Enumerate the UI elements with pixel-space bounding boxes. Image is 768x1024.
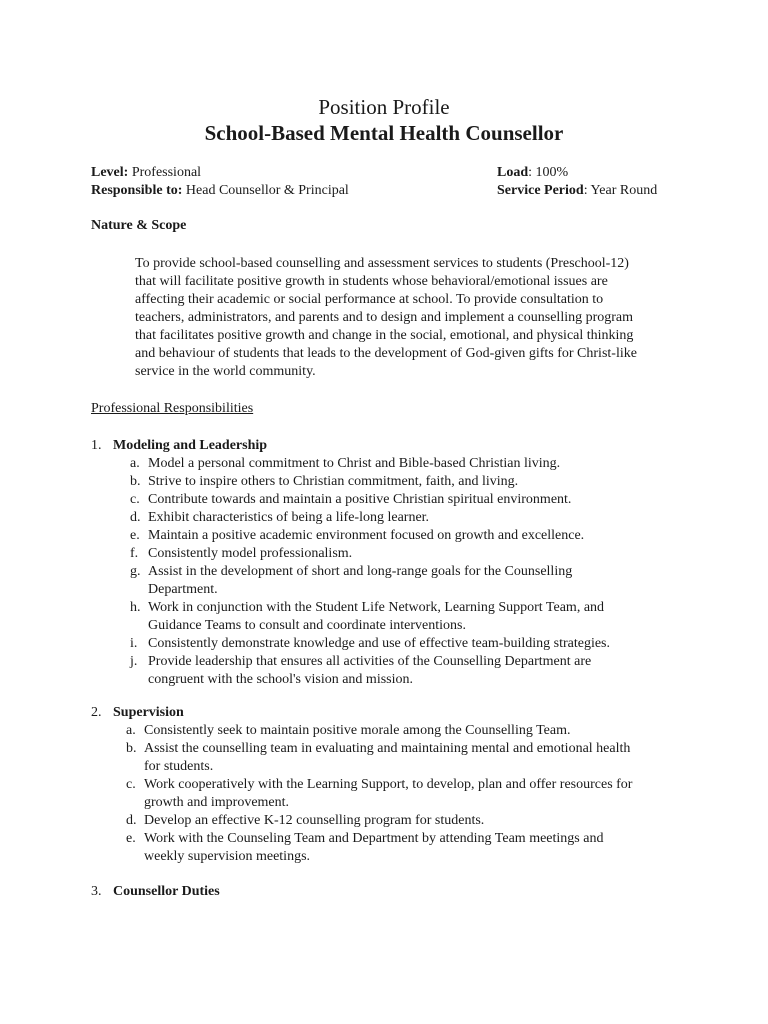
level-value: Professional <box>128 165 202 180</box>
load-row <box>497 164 568 182</box>
item-letter: j. <box>130 654 138 669</box>
paragraph-line: To provide school-based counselling and assessment services to students (Preschool-12) <box>135 256 629 271</box>
paragraph-line: that will facilitate positive growth in students whose behavioral/emotional issues are <box>135 274 608 289</box>
item-line: Strive to inspire others to Christian commitment, faith, and living. <box>148 474 519 489</box>
item-line: Contribute towards and maintain a positive Christian spiritual environment. <box>148 492 572 507</box>
list-item <box>130 599 610 635</box>
item-letter: b. <box>130 474 141 489</box>
item-line: Consistently seek to maintain positive morale among the Counselling Team. <box>144 723 571 738</box>
service-label: Service Period <box>497 183 584 198</box>
section-title: Supervision <box>113 705 184 720</box>
item-letter: a. <box>130 456 140 471</box>
item-line: Consistently demonstrate knowledge and use of effective team-building strategies. <box>148 636 611 651</box>
section-number: 3. <box>91 884 102 899</box>
item-line: Assist in the development of short and long-range goals for the Counselling <box>148 564 573 579</box>
paragraph-line: affecting their academic or social performance at school. To provide consultation to <box>135 292 604 307</box>
item-line: Assist the counselling team in evaluating and maintaining mental and emotional health <box>144 741 631 756</box>
item-line: Provide leadership that ensures all activities of the Counselling Department are <box>148 654 592 669</box>
item-line: Develop an effective K-12 counselling program for students. <box>144 813 485 828</box>
level-label: Level: <box>91 165 129 180</box>
item-letter: f. <box>130 546 139 561</box>
list-item <box>130 455 610 473</box>
item-line: Model a personal commitment to Christ and Bible-based Christian living. <box>148 456 561 471</box>
section-heading <box>91 437 267 455</box>
nature-scope-paragraph <box>135 255 685 381</box>
item-letter: i. <box>130 636 138 651</box>
item-letter: c. <box>126 777 136 792</box>
load-label: Load <box>497 165 529 180</box>
item-line: Department. <box>148 582 218 597</box>
item-letter: d. <box>130 510 141 525</box>
list-item <box>130 473 610 491</box>
section-heading <box>91 704 184 722</box>
service-value: : Year Round <box>583 183 658 198</box>
list-item <box>126 740 632 776</box>
list-item <box>126 722 632 740</box>
list-item <box>130 491 610 509</box>
page-title: Position Profile <box>318 95 450 119</box>
section-number: 2. <box>91 705 102 720</box>
level-row <box>91 164 201 182</box>
item-letter: e. <box>126 831 136 846</box>
item-letter: b. <box>126 741 137 756</box>
list-item <box>126 830 632 866</box>
list-item <box>130 635 610 653</box>
item-line: Consistently model professionalism. <box>148 546 353 561</box>
item-line: weekly supervision meetings. <box>144 849 311 864</box>
paragraph-line: service in the world community. <box>135 364 316 379</box>
item-letter: a. <box>126 723 136 738</box>
list-item <box>130 563 610 599</box>
list-item <box>130 509 610 527</box>
paragraph-line: and behaviour of students that leads to the development of God-given gifts for Christ-like <box>135 346 637 361</box>
item-letter: h. <box>130 600 141 615</box>
section-items <box>130 455 610 689</box>
item-letter: e. <box>130 528 140 543</box>
section-title: Modeling and Leadership <box>113 438 268 453</box>
item-line: Work cooperatively with the Learning Support, to develop, plan and offer resources for <box>144 777 633 792</box>
list-item <box>130 653 610 689</box>
item-line: Exhibit characteristics of being a life-long learner. <box>148 510 430 525</box>
list-item <box>126 812 632 830</box>
service-row <box>497 182 657 200</box>
item-line: growth and improvement. <box>144 795 290 810</box>
item-line: Guidance Teams to consult and coordinate interventions. <box>148 618 466 633</box>
item-letter: g. <box>130 564 141 579</box>
responsible-value: Head Counsellor & Principal <box>182 183 349 198</box>
responsible-label: Responsible to: <box>91 183 183 198</box>
list-item <box>126 776 632 812</box>
paragraph-line: that facilitates positive growth and change in the social, emotional, and physical thinking <box>135 328 634 343</box>
section-title: Counsellor Duties <box>113 884 220 899</box>
responsibilities-heading: Professional Responsibilities <box>91 401 254 416</box>
responsible-row <box>91 182 349 200</box>
section-items <box>126 722 632 866</box>
page-subtitle: School-Based Mental Health Counsellor <box>204 121 564 145</box>
item-line: Maintain a positive academic environment focused on growth and excellence. <box>148 528 585 543</box>
item-line: for students. <box>144 759 214 774</box>
item-line: Work with the Counseling Team and Department by attending Team meetings and <box>144 831 604 846</box>
item-line: congruent with the school's vision and mission. <box>148 672 414 687</box>
item-letter: c. <box>130 492 140 507</box>
load-value: : 100% <box>528 165 569 180</box>
section-number: 1. <box>91 438 102 453</box>
list-item <box>130 527 610 545</box>
item-letter: d. <box>126 813 137 828</box>
section-heading <box>91 883 220 901</box>
list-item <box>130 545 610 563</box>
item-line: Work in conjunction with the Student Life Network, Learning Support Team, and <box>148 600 605 615</box>
nature-scope-heading: Nature & Scope <box>91 218 187 233</box>
paragraph-line: teachers, administrators, and parents and to design and implement a counselling program <box>135 310 634 325</box>
